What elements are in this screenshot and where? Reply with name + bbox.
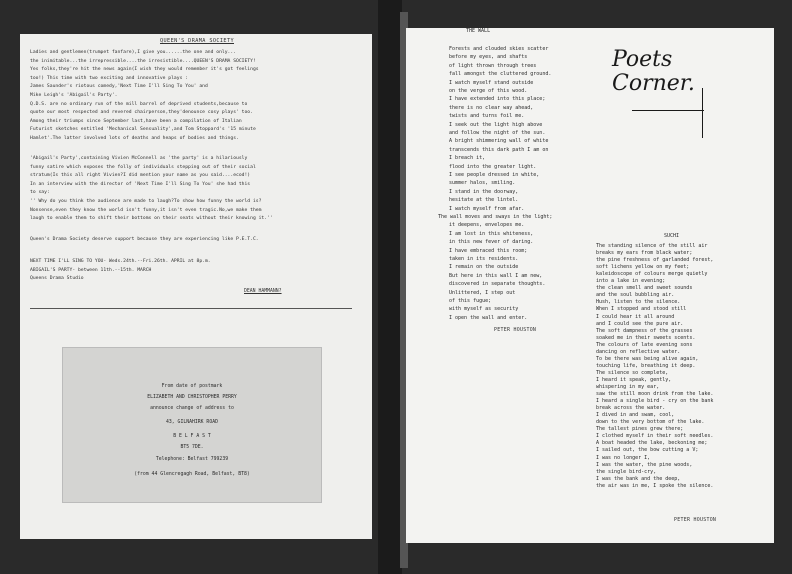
- dates-line: NEXT TIME I'LL SING TO YOU- Weds.24th.--Fri.26th. APRIL at 8p.m.: [30, 259, 211, 264]
- poem2-line: whispering in my ear,: [596, 384, 660, 390]
- poem2-author: PETER HOUSTON: [674, 517, 717, 523]
- poem2-line: dancing on reflective water.: [596, 348, 681, 355]
- corner-bracket-vertical: [702, 88, 703, 138]
- poem2-line: soaked me in their sweets scents.: [596, 334, 696, 341]
- poem1-line: I stand in the doorway,: [449, 188, 519, 195]
- poem2-line: I could hear it all around: [596, 313, 675, 320]
- drama-society-heading: QUEEN'S DRAMA SOCIETY: [160, 38, 234, 44]
- poem1-line: with myself as security: [449, 306, 519, 313]
- divider-line: [30, 308, 352, 309]
- poem1-line: on the verge of this wood.: [449, 88, 528, 94]
- poem1-line: in this new fever of daring.: [449, 239, 534, 246]
- paragraph-2-line: stratum(Is this all right Vivien?I did mention your name as you said....ecod!): [30, 173, 251, 179]
- dates-line: ABIGAIL'S PARTY- between 11th.--15th. MARCH: [30, 267, 152, 273]
- paragraph-1-line: James Saunder's riotous comedy,'Next Time I'll Sing To You' and: [30, 84, 208, 90]
- poem2-line: I heard a single bird - cry on the bank: [596, 398, 714, 405]
- poem1-line: I remain on the outside: [449, 264, 519, 271]
- poem2-line: touching life, breathing it deep.: [596, 362, 696, 369]
- article-paragraph-1: [30, 49, 348, 144]
- poem1-line: I open the wall and enter.: [449, 314, 528, 321]
- paragraph-1-line: Ladies and gentlemen(trumpet fanfare),I give you......the one and only...: [30, 50, 237, 55]
- poem1-line: taken in its residents.: [449, 256, 519, 262]
- notice-line: 43, GILNAHIRK ROAD: [166, 420, 218, 425]
- poem2-line: and the soul bubbling air.: [596, 292, 675, 299]
- paragraph-1-line: Hamlet'.The latter involved lots of deaths and heaps of bodies and things.: [30, 135, 239, 141]
- poem1-line: hesitate at the lintel.: [449, 197, 519, 204]
- poem1-line: before my eyes, and shafts: [449, 54, 528, 61]
- article-signoff: DEAN HAMMANN?: [244, 289, 282, 294]
- poem2-line: break across the water.: [596, 405, 666, 412]
- poem1-line: summer halos, smiling.: [449, 180, 516, 187]
- poem1-line: of light thrown through trees: [449, 62, 537, 69]
- paragraph-1-line: Among their triumps since September last,have been a compilation of Italian: [30, 118, 242, 124]
- paragraph-1-line: quote our most respected and revered chairperson,they'denounce cosy plays' too.: [30, 110, 253, 116]
- article-paragraph-2: [30, 155, 348, 224]
- poem1-line: Unlittered, I step out: [449, 289, 516, 296]
- poem1-line: it deepens, envelopes me.: [449, 222, 525, 229]
- poem2-line: I dived in and swam, cool,: [596, 412, 675, 419]
- notice-line: Telephone: Belfast 799239: [155, 457, 229, 462]
- poem1-line: fall amongst the cluttered ground.: [449, 71, 552, 78]
- poem1-line: Forests and clouded skies scatter: [449, 46, 549, 52]
- poem2-line: The colours of late evening sons: [596, 341, 693, 348]
- poem1-line: But here in this wall I am new,: [449, 272, 543, 279]
- paragraph-1-line: Futurist sketches entitled 'Mechanical Sensuality',and Tom Stoppard's '15 minute: [30, 127, 256, 133]
- poem1-line: discovered in separate thoughts.: [449, 281, 546, 288]
- poem1-line: I have embraced this room;: [449, 247, 528, 254]
- poem2-line: the air was in me, I spoke the silence.: [596, 482, 714, 489]
- poem2-line: The soft dampness of the grasses: [596, 327, 693, 334]
- paragraph-1-line: Q.D.S. are no ordinary run of the mill barrel of deprived students,because to: [30, 101, 248, 107]
- notice-line: B E L F A S T: [173, 434, 211, 439]
- article-paragraph-3: [30, 236, 348, 245]
- poem2-line: A boat headed the lake, beckoning me;: [596, 440, 708, 447]
- paragraph-1-line: Yes folks,they're hit the news again(I wish they would remember it's got feelings: [30, 67, 259, 73]
- poem1-line: flood into the greater light.: [449, 163, 537, 170]
- poem1-line: A bright shimmering wall of white: [449, 138, 549, 145]
- poem2-line: soft lichens yellow on my feet;: [596, 264, 690, 271]
- poem1-line: transcends this dark path I am on: [449, 146, 549, 153]
- poem2-title: SUCHI: [664, 233, 680, 239]
- poem2-line: the single bird-cry,: [596, 468, 657, 475]
- book-gutter: [378, 0, 402, 574]
- poem1-line: I watch myself stand outside: [449, 79, 534, 86]
- paragraph-2-line: to say:: [30, 190, 50, 196]
- poem2-line: I was no longer I,: [596, 454, 651, 461]
- poem2-line: I was the water, the pine woods,: [596, 461, 693, 468]
- paragraph-1-line: too!) This time with two exciting and innovative plays :: [30, 75, 189, 81]
- poets-corner-line2: Corner.: [612, 71, 695, 96]
- dates-line: Queens Drama Studio: [30, 276, 84, 282]
- poem2-line: I sailed out, the bow cutting a V;: [596, 447, 699, 454]
- poem2-line: breaks my ears from black water;: [596, 250, 693, 257]
- poem1-line: I have extended into this place;: [449, 96, 546, 103]
- poem2-line: the pine freshness of garlanded forest,: [596, 257, 714, 264]
- notice-line: announce change of address to: [150, 406, 234, 411]
- poem2-line: saw the still moon drink from the lake.: [596, 391, 714, 398]
- paragraph-2-line: '' Why do you think the audience are made to laugh?To show how funny the world is?: [30, 198, 262, 204]
- paragraph-2-line: funny satire which exposes the folly of individuals stepping out of their social: [30, 164, 256, 170]
- paragraph-3-line: Queen's Drama Society deserve support because they are experiencing like P.E.T.C.: [30, 237, 259, 242]
- poem2-line: down to the very bottom of the lake.: [596, 419, 705, 426]
- paragraph-2-line: Nonsense,even they know the world isn't funny,it isn't even tragic.No,we make them: [30, 207, 262, 213]
- poem1-line: The wall moves and sways in the light;: [438, 214, 553, 220]
- poem2-line: The standing silence of the still air: [596, 243, 708, 249]
- poem2-line: kaleidoscope of colours merge quietly: [596, 271, 708, 278]
- poem2-line: The tallest pines grew there;: [596, 426, 684, 433]
- poem2-line: The silence so complete,: [596, 369, 669, 376]
- corner-bracket-horizontal: [632, 110, 704, 111]
- notice-line: BT5 7DE.: [180, 445, 204, 450]
- poem1-line: there is no clear way ahead,: [449, 104, 534, 111]
- poem1-line: I watch myself from afar.: [449, 205, 525, 212]
- change-of-address-notice: [62, 347, 322, 503]
- poem1-line: of this fugue;: [449, 298, 492, 304]
- poem2-line: I heard it speak, gently,: [596, 376, 672, 383]
- performance-dates: [30, 258, 348, 284]
- poem2-line: When I stopped and stood still: [596, 306, 687, 313]
- poem2-line: into a lake in evening;: [596, 278, 666, 285]
- poets-corner-title: [612, 48, 695, 96]
- notice-line: From date of postmark: [161, 384, 223, 389]
- poem1-author: PETER HOUSTON: [494, 327, 537, 333]
- poem1-title: THE WALL: [466, 28, 491, 34]
- paragraph-2-line: laugh to enable them to shift their bottoms on their seats without their knowing it.'': [30, 216, 273, 222]
- poem2-line: To be there was being alive again,: [596, 355, 699, 362]
- poem1-line: I breach it,: [449, 155, 486, 162]
- notice-line: ELIZABETH AND CHRISTOPHER PERRY: [147, 395, 237, 400]
- poem1-line: I seek out the light high above: [449, 121, 543, 128]
- paragraph-1-line: the inimitable...the irrepressible....the irresistible....QUEEN'S DRAMA SOCIETY!: [30, 58, 256, 64]
- poem1-line: and follow the night of the sun.: [449, 130, 546, 136]
- poem2-line: I was the bank and the deep,: [596, 475, 681, 482]
- poem2-line: and I could see the pure air.: [596, 320, 684, 327]
- poem2-line: the clean smell and sweet sounds: [596, 285, 693, 292]
- paragraph-2-line: In an interview with the director of 'Next Time I'll Sing To You' she had this: [30, 181, 251, 187]
- paragraph-2-line: 'Abigail's Party',containing Vivien McConnell as 'the party' is a hilariously: [30, 156, 248, 161]
- notice-line: (from 44 Glencregagh Road, Belfast, BT8): [134, 472, 250, 477]
- paragraph-1-line: Mike Leigh's 'Abigail's Party'.: [30, 92, 118, 98]
- poem1-line: twists and turns foil me.: [449, 113, 525, 120]
- poem2-line: Hush, listen to the silence.: [596, 299, 681, 306]
- poem1-line: I am lost in this whiteness,: [449, 230, 534, 237]
- poem2-line: I clothed myself in their soft needles.: [596, 433, 714, 440]
- poets-corner-line1: Poets: [612, 47, 673, 72]
- poem1-line: I see people dressed in white,: [449, 172, 540, 178]
